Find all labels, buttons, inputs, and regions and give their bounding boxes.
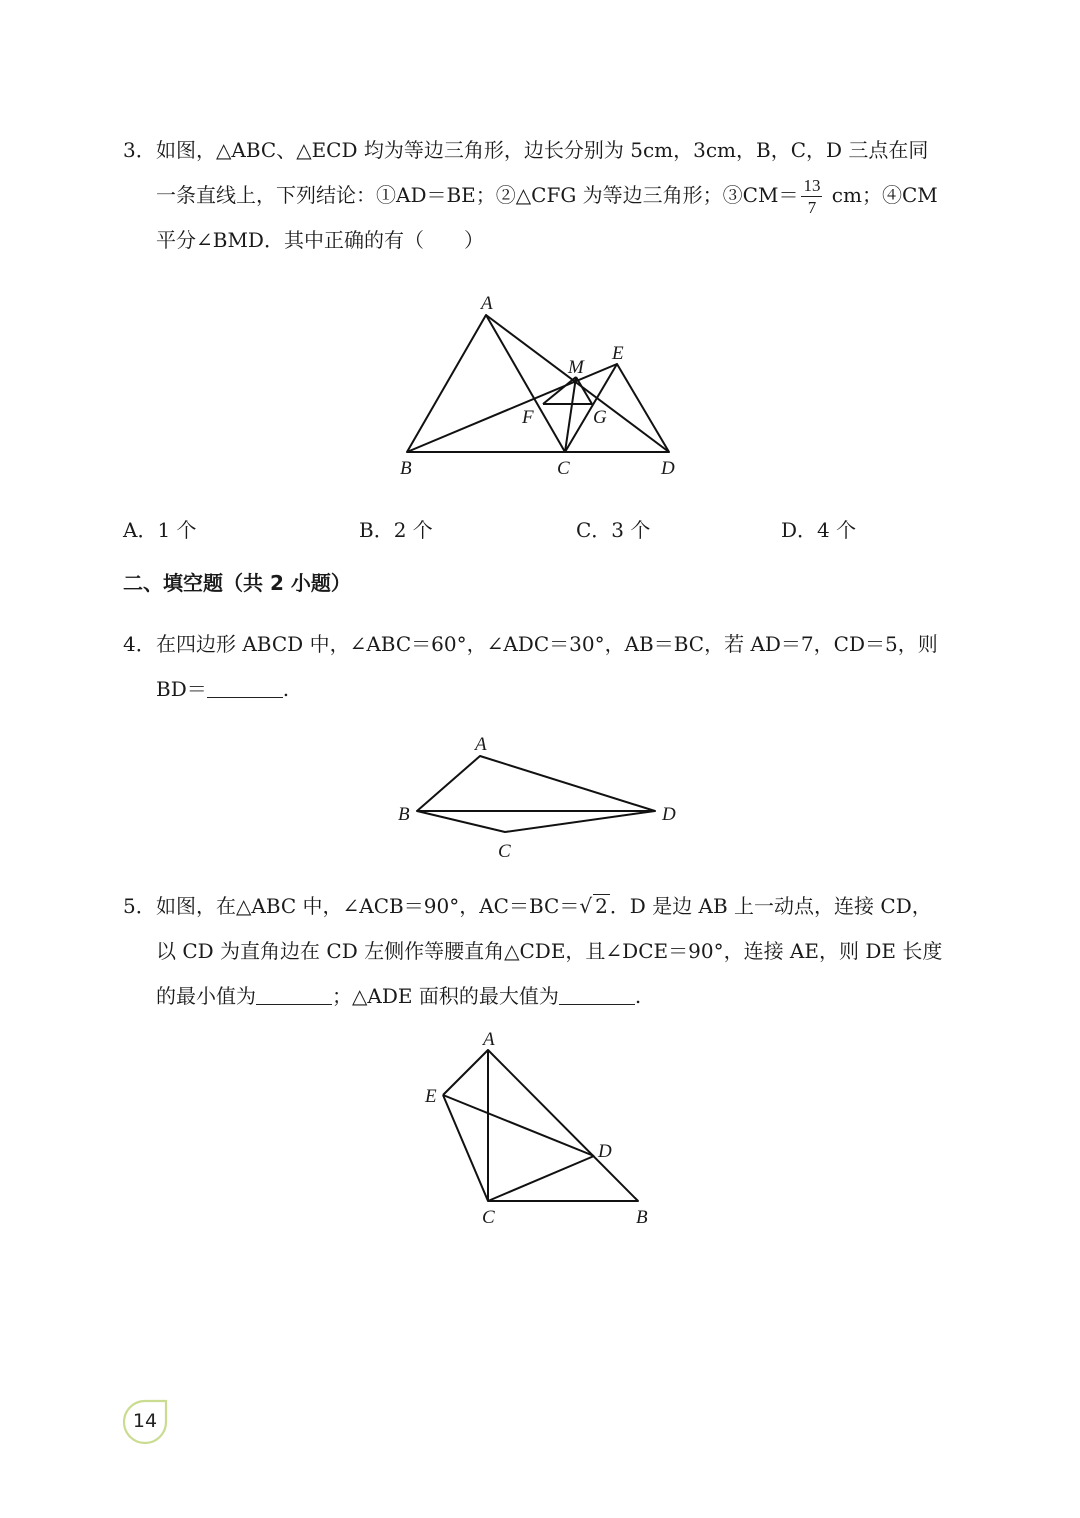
figure-q4-quadrilateral [390,730,690,865]
question-3-choices [0,514,1080,554]
question-4 [123,622,958,712]
label-d: D [598,1141,612,1162]
choice-c[interactable]: C．3 个 [576,518,651,542]
segment-fm [543,377,576,404]
question-5-line-1: 5．如图，在△ABC 中，∠ACB＝90°，AC＝BC＝√ 2 ．D 是边 AB 上一动点，连接 CD， [123,884,958,929]
triangle-abc [407,315,565,452]
page-number-badge [122,1399,168,1445]
question-3-line-1: 3．如图，△ABC、△ECD 均为等边三角形，边长分别为 5cm，3cm，B，C，D 三点在同 [123,128,958,173]
label-b: B [398,804,410,825]
question-4-line-1: 4．在四边形 ABCD 中，∠ABC＝60°，∠ADC＝30°，AB＝BC，若 AD＝7，CD＝5，则 [123,622,958,667]
triangle-abc [488,1050,638,1201]
question-number: 5． [123,894,156,918]
fraction-13-7: $\frac{13}{7}$ [803,176,821,217]
label-g: G [593,407,607,428]
question-4-line-2: BD＝ . [123,667,958,712]
sqrt-radicand: 2 [595,894,608,918]
question-number: 4． [123,632,156,656]
figure-q3-triangles [380,285,710,485]
answer-blank[interactable] [207,673,283,698]
sqrt-sign: √ [579,894,593,918]
label-e: E [425,1086,437,1107]
label-a: A [481,293,493,314]
choice-d[interactable]: D．4 个 [781,518,857,542]
section-title: 二、填空题（共 2 小题） [123,571,351,595]
question-3-line-3: 平分∠BMD．其中正确的有（ ） [156,228,484,252]
label-m: M [568,357,584,378]
figure-q5-triangles [415,1025,665,1230]
label-f: F [522,407,534,428]
quadrilateral-abcd [417,756,655,832]
answer-blank-1[interactable] [256,980,332,1005]
label-e: E [612,343,624,364]
label-d: D [662,804,676,825]
label-c: C [498,841,511,862]
question-3 [123,128,958,263]
label-c: C [557,458,570,479]
question-5 [123,884,958,1019]
label-a: A [475,734,487,755]
segment-ea [443,1050,488,1095]
segment-mg [576,377,592,404]
segment-cd [488,1156,594,1201]
question-5-line-2: 以 CD 为直角边在 CD 左侧作等腰直角△CDE，且∠DCE＝90°，连接 AE，则 DE 长度 [156,939,943,963]
segment-be [407,364,617,452]
choice-b[interactable]: B．2 个 [359,518,433,542]
question-number: 3． [123,138,156,162]
label-b: B [400,458,412,479]
question-3-line-2: 一条直线上，下列结论：①AD＝BE；②△CFG 为等边三角形；③CM＝ $\frac{13}{7}$ cm；④CM [156,176,938,217]
page-number: 14 [132,1410,158,1432]
label-c: C [482,1207,495,1228]
label-a: A [483,1029,495,1050]
question-5-line-3: 的最小值为 ；△ADE 面积的最大值为 . [123,974,958,1019]
choice-a[interactable]: A．1 个 [123,518,197,542]
label-d: D [661,458,675,479]
label-b: B [636,1207,648,1228]
answer-blank-2[interactable] [559,980,635,1005]
